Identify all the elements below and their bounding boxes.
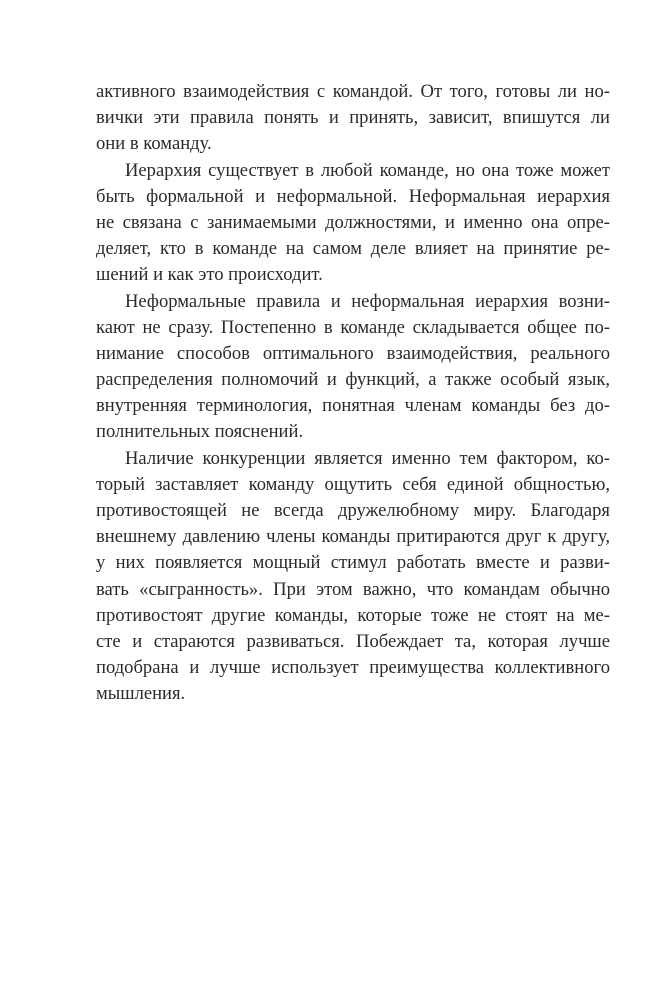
text-line: Иерархия существует в любой команде, но она тоже может [125,159,610,181]
text-line: подобрана и лучше использует преимущества коллективного [96,657,610,679]
text-line: мышления. [96,683,186,705]
text-line: шений и как это происходит. [96,264,323,286]
text-line: торый заставляет команду ощутить себя единой общностью, [96,473,610,495]
text-line: внутренняя терминология, понятная членам команды без до- [96,395,610,417]
text-line: распределения полномочий и функций, а также особый язык, [96,369,610,391]
text-line: у них появляется мощный стимул работать вместе и разви- [96,552,610,574]
paragraph-3 [96,289,610,446]
text-line: быть формальной и неформальной. Неформальная иерархия [96,185,610,207]
body-text [96,79,610,708]
text-line: активного взаимодействия с командой. От того, готовы ли но- [96,81,610,102]
paragraph-4 [96,446,610,708]
text-line: вички эти правила понять и принять, зависит, впишутся ли [96,107,610,129]
text-line: вать «сыгранность». При этом важно, что командам обычно [96,578,610,600]
text-line: кают не сразу. Постепенно в команде складывается общее по- [96,316,610,338]
paragraph-2 [96,158,610,289]
text-line: сте и стараются развиваться. Побеждает та, которая лучше [96,630,610,652]
paragraph-1 [96,79,610,158]
text-line: внешнему давлению члены команды притираются друг к другу, [96,526,610,548]
text-line: деляет, кто в команде на самом деле влияет на принятие ре- [96,238,610,260]
text-line: они в команду. [96,133,212,155]
text-line: нимание способов оптимального взаимодействия, реального [96,342,610,364]
text-line: не связана с занимаемыми должностями, и именно она опре- [96,211,610,233]
text-line: противостоят другие команды, которые тоже не стоят на ме- [96,604,610,626]
text-line: Наличие конкуренции является именно тем фактором, ко- [125,447,610,469]
text-line: Неформальные правила и неформальная иерархия возни- [125,290,610,312]
text-line: противостоящей не всегда дружелюбному миру. Благодаря [96,500,610,521]
text-line: полнительных пояснений. [96,421,304,443]
